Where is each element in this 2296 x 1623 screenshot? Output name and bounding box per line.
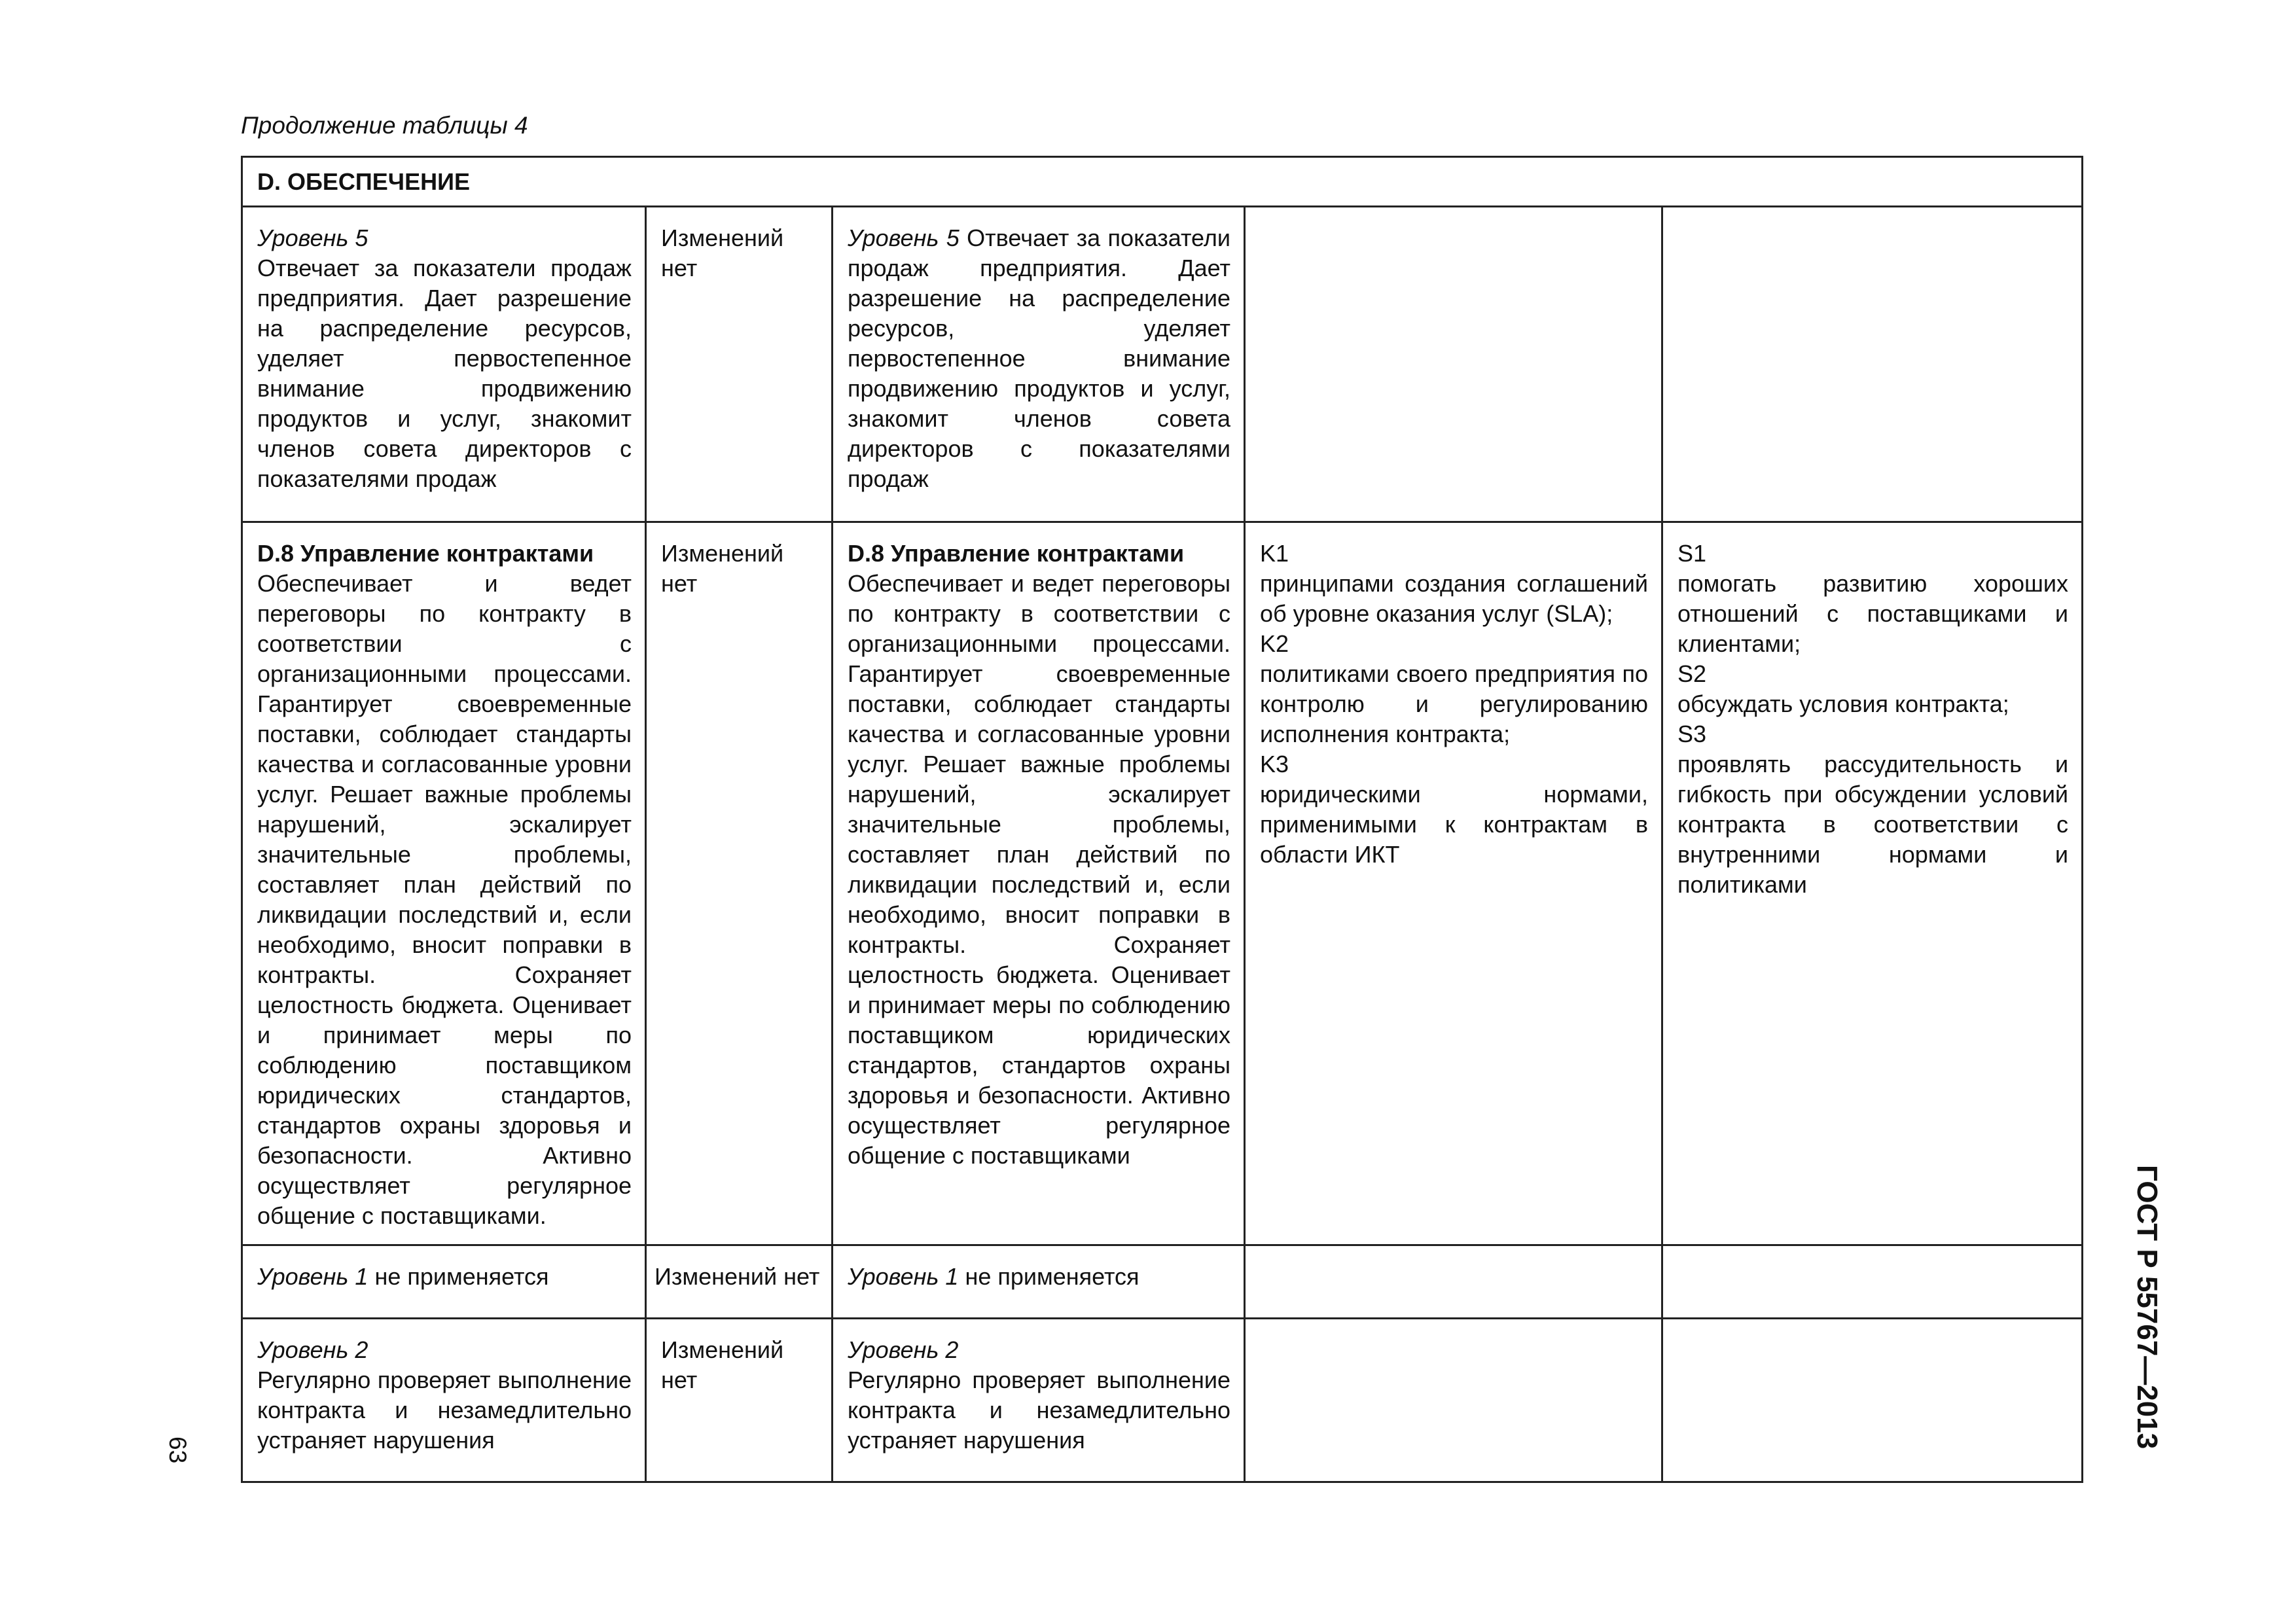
table-cell (242, 1319, 646, 1482)
table-cell (1662, 207, 2083, 522)
standard-id: ГОСТ Р 55767—2013 (2131, 1165, 2163, 1450)
knowledge-code: K3 (1260, 751, 1289, 777)
table-cell (1245, 1319, 1662, 1482)
knowledge-text: юридическими нормами, применимыми к контрактам в области ИКТ (1260, 781, 1648, 868)
level-title: Уровень 2 (848, 1336, 959, 1363)
table-cell (833, 1245, 1245, 1319)
level-title: Уровень 5 (848, 224, 960, 251)
table-cell: Изменений нет (646, 1319, 833, 1482)
level-description: Регулярно проверяет выполнение контракта и незамедлительно устраняет нарушения (848, 1366, 1230, 1454)
skill-code: S3 (1677, 721, 1707, 747)
table-cell: Изменений нет (646, 522, 833, 1245)
table-cell (1245, 1245, 1662, 1319)
table-row (242, 1319, 2083, 1482)
level-title: Уровень 1 (848, 1263, 959, 1290)
level-description: Отвечает за показатели продаж предприятия. Дает разрешение на распределение ресурсов, уделяет первостепенное внимание продвижению продуктов и услуг, знакомит членов совета директоров с показателями продаж (848, 224, 1230, 492)
skill-text: проявлять рассудительность и гибкость при обсуждении условий контракта в соответствии с внутренними нормами и политиками (1677, 751, 2069, 898)
table-cell (833, 207, 1245, 522)
level-description: не применяется (374, 1263, 549, 1290)
table-cell (1662, 1245, 2083, 1319)
table-cell (242, 207, 646, 522)
level-description: Регулярно проверяет выполнение контракта и незамедлительно устраняет нарушения (257, 1366, 632, 1454)
table-cell (1662, 1319, 2083, 1482)
table-row (242, 522, 2083, 1245)
page-number: 63 (164, 1436, 191, 1464)
skills-cell (1662, 522, 2083, 1245)
competence-title: D.8 Управление контрактами (848, 540, 1185, 567)
skill-code: S2 (1677, 660, 1707, 687)
level-title: Уровень 5 (257, 224, 368, 251)
table-cell (242, 522, 646, 1245)
skill-text: обсуждать условия контракта; (1677, 690, 2009, 717)
knowledge-text: принципами создания соглашений об уровне оказания услуг (SLA); (1260, 570, 1648, 627)
table-cell (242, 1245, 646, 1319)
table-cell (833, 522, 1245, 1245)
competence-description: Обеспечивает и ведет переговоры по контракту в соответствии с организационными процессами. Гарантирует своевременные поставки, соблюдает стандарты качества и согласованные уровни услуг. Решает важные проблемы нарушений, эскалирует значительные проблемы, составляет план действий по ликвидации последствий и, если необходимо, вносит поправки в контракты. Сохраняет целостность бюджета. Оценивает и принимает меры по соблюдению поставщиком юридических стандартов, стандартов охраны здоровья и безопасности. Активно осуществляет регулярное общение с поставщиками. (257, 570, 632, 1229)
knowledge-text: политиками своего предприятия по контролю и регулированию исполнения контракта; (1260, 660, 1648, 747)
table-row (242, 1245, 2083, 1319)
section-header: D. ОБЕСПЕЧЕНИЕ (242, 157, 2083, 207)
table-row (242, 207, 2083, 522)
table-cell: Изменений нет (646, 207, 833, 522)
competence-title: D.8 Управление контрактами (257, 540, 594, 567)
table-cell: Изменений нет (646, 1245, 833, 1319)
skill-text: помогать развитию хороших отношений с поставщиками и клиентами; (1677, 570, 2069, 657)
level-description: не применяется (965, 1263, 1139, 1290)
knowledge-cell (1245, 522, 1662, 1245)
level-title: Уровень 2 (257, 1336, 368, 1363)
table-caption: Продолжение таблицы 4 (241, 112, 528, 139)
level-title: Уровень 1 (257, 1263, 368, 1290)
skill-code: S1 (1677, 540, 1707, 567)
table-cell (1245, 207, 1662, 522)
level-description: Отвечает за показатели продаж предприятия. Дает разрешение на распределение ресурсов, уделяет первостепенное внимание продвижению продуктов и услуг, знакомит членов совета директоров с показателями продаж (257, 255, 632, 492)
section-header-row (242, 157, 2083, 207)
table-cell (833, 1319, 1245, 1482)
knowledge-code: K1 (1260, 540, 1289, 567)
knowledge-code: K2 (1260, 630, 1289, 657)
competence-table (241, 156, 2083, 1483)
competence-description: Обеспечивает и ведет переговоры по контракту в соответствии с организационными процессами. Гарантирует своевременные поставки, соблюдает стандарты качества и согласованные уровни услуг. Решает важные проблемы нарушений, эскалирует значительные проблемы, составляет план действий по ликвидации последствий и, если необходимо, вносит поправки в контракты. Сохраняет целостность бюджета. Оценивает и принимает меры по соблюдению поставщиком юридических стандартов, стандартов охраны здоровья и безопасности. Активно осуществляет регулярное общение с поставщиками (848, 570, 1230, 1169)
